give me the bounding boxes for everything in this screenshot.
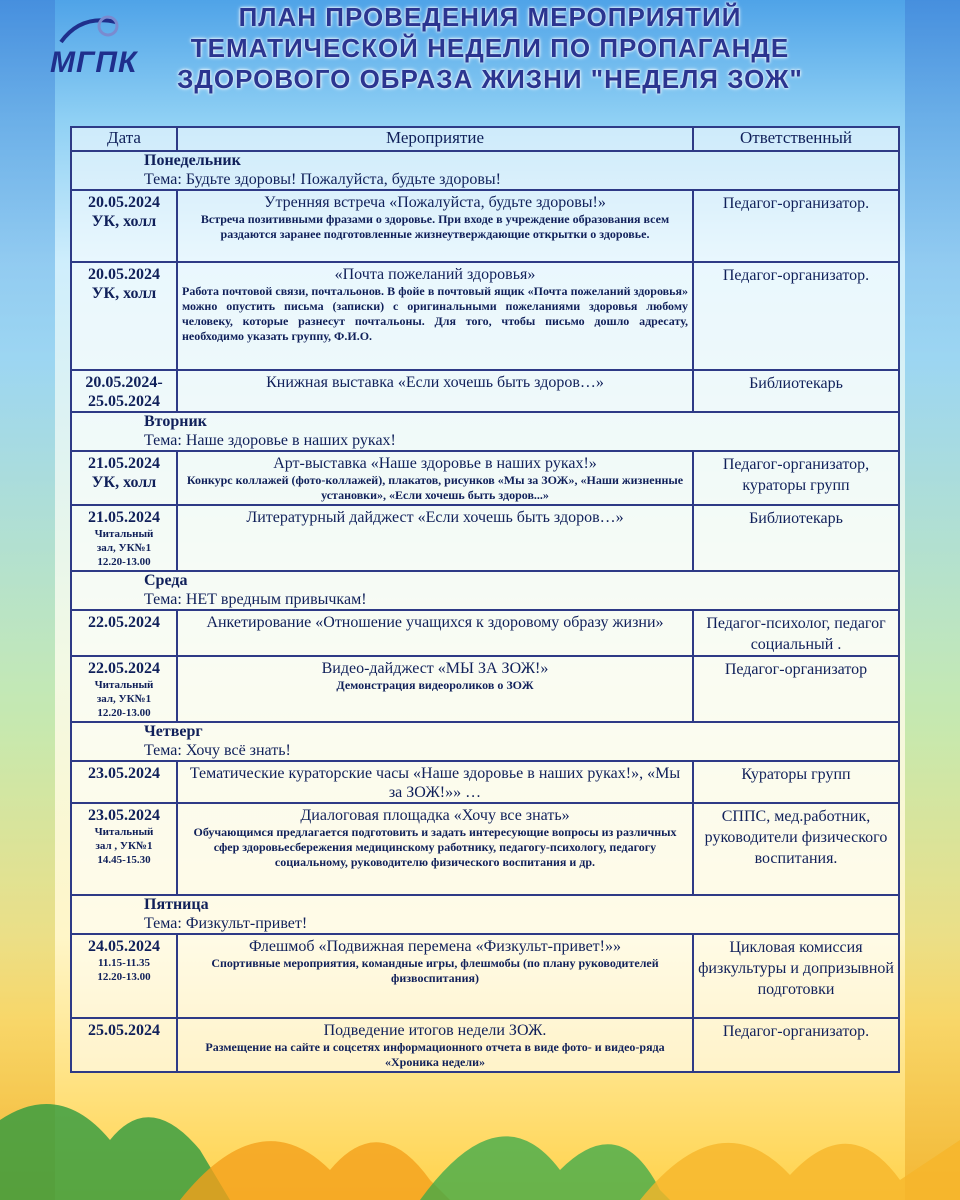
day-row <box>71 895 899 934</box>
page-title <box>165 2 815 95</box>
event-responsible: Педагог-организатор. <box>693 190 899 262</box>
event-date: 22.05.2024 <box>88 614 160 631</box>
event-title: Арт-выставка «Наше здоровье в наших руках!» <box>273 455 597 472</box>
event-title: Тематические кураторские часы «Наше здоровье в наших руках!», «Мы за ЗОЖ!»» … <box>189 765 681 801</box>
event-responsible: Педагог-организатор, кураторы групп <box>693 451 899 505</box>
day-theme: Тема: Физкульт-привет! <box>144 915 308 932</box>
event-place: УК, холл <box>91 285 157 302</box>
event-title: Флешмоб «Подвижная перемена «Физкульт-привет!»» <box>249 938 621 955</box>
event-date: 22.05.2024 <box>88 660 160 677</box>
event-description: Встреча позитивными фразами о здоровье. При входе в учреждение образования всем раздаются заранее подготовленные жизнеутверждающие открытки о здоровье. <box>200 212 670 241</box>
title-line: ЗДОРОВОГО ОБРАЗА ЖИЗНИ "НЕДЕЛЯ ЗОЖ" <box>177 64 803 94</box>
event-responsible: Педагог-организатор <box>693 656 899 722</box>
table-row <box>71 761 899 803</box>
event-place: 25.05.2024 <box>88 393 160 410</box>
event-title: Анкетирование «Отношение учащихся к здоровому образу жизни» <box>206 614 664 631</box>
event-date: 20.05.2024- <box>85 374 163 391</box>
table-row <box>71 505 899 571</box>
day-name: Пятница <box>144 896 209 913</box>
event-place: зал, УК№1 <box>96 542 152 554</box>
event-time: 12.20-13.00 <box>97 971 151 983</box>
event-date: 20.05.2024 <box>88 266 160 283</box>
event-responsible: Цикловая комиссия физкультуры и допризывной подготовки <box>693 934 899 1018</box>
event-title: «Почта пожеланий здоровья» <box>334 266 536 283</box>
event-date: 25.05.2024 <box>88 1022 160 1039</box>
event-responsible: Педагог-психолог, педагог социальный . <box>693 610 899 656</box>
table-row <box>71 262 899 370</box>
event-date: 20.05.2024 <box>88 194 160 211</box>
event-date: 24.05.2024 <box>88 938 160 955</box>
college-logo <box>50 20 160 80</box>
event-place: Читальный <box>94 679 154 691</box>
table-header-row <box>71 127 899 151</box>
table-row <box>71 803 899 895</box>
header-date: Дата <box>71 127 177 151</box>
header <box>0 0 960 110</box>
day-name: Понедельник <box>144 152 241 169</box>
event-description: Обучающимся предлагается подготовить и задать интересующие вопросы из различных сфер здоровьесбережения медицинскому работнику, педагогу-психологу, педагогу социальному, руководителю физического воспитания и др. <box>193 825 677 869</box>
event-place: Читальный <box>94 826 154 838</box>
event-date: 23.05.2024 <box>88 765 160 782</box>
day-theme: Тема: Наше здоровье в наших руках! <box>144 432 396 449</box>
side-decor-left <box>0 0 55 1200</box>
day-theme: Тема: НЕТ вредным привычкам! <box>144 591 367 608</box>
day-name: Среда <box>144 572 188 589</box>
event-description: Работа почтовой связи, почтальонов. В фойе в почтовый ящик «Почта пожеланий здоровья» можно опустить письма (записки) с оригинальными пожеланиями здоровья любому человеку, которые разнесут почтальоны. Для того, чтобы письмо дошло адресату, необходимо указать группу, Ф.И.О. <box>182 284 688 343</box>
table-row <box>71 610 899 656</box>
day-name: Вторник <box>144 413 207 430</box>
header-responsible: Ответственный <box>693 127 899 151</box>
table-row <box>71 934 899 1018</box>
event-time: 14.45-15.30 <box>97 854 151 866</box>
event-title: Подведение итогов недели ЗОЖ. <box>323 1022 547 1039</box>
event-title: Утренняя встреча «Пожалуйста, будьте здоровы!» <box>264 194 606 211</box>
day-row <box>71 412 899 451</box>
event-responsible: Кураторы групп <box>693 761 899 803</box>
event-title: Книжная выставка «Если хочешь быть здоров…» <box>266 374 604 391</box>
event-time: 12.20-13.00 <box>97 707 151 719</box>
event-date: 23.05.2024 <box>88 807 160 824</box>
event-title: Диалоговая площадка «Хочу все знать» <box>300 807 570 824</box>
event-place: Читальный <box>94 528 154 540</box>
event-description: Размещение на сайте и соцсетях информационного отчета в виде фото- и видео-ряда «Хроника недели» <box>205 1040 665 1069</box>
event-responsible: Библиотекарь <box>693 370 899 412</box>
day-row <box>71 151 899 190</box>
title-line: ПЛАН ПРОВЕДЕНИЯ МЕРОПРИЯТИЙ <box>238 2 742 32</box>
day-row <box>71 722 899 761</box>
title-line: ТЕМАТИЧЕСКОЙ НЕДЕЛИ ПО ПРОПАГАНДЕ <box>190 33 790 63</box>
table-row <box>71 190 899 262</box>
event-responsible: Педагог-организатор. <box>693 1018 899 1072</box>
event-description: Демонстрация видеороликов о ЗОЖ <box>336 678 534 692</box>
day-row <box>71 571 899 610</box>
event-place: зал , УК№1 <box>95 840 153 852</box>
event-place: УК, холл <box>91 474 157 491</box>
event-date: 21.05.2024 <box>88 509 160 526</box>
day-name: Четверг <box>144 723 203 740</box>
logo-text: МГПК <box>50 46 138 79</box>
event-title: Литературный дайджест «Если хочешь быть здоров…» <box>246 509 624 526</box>
table-row <box>71 1018 899 1072</box>
table-row <box>71 656 899 722</box>
event-place: зал, УК№1 <box>96 693 152 705</box>
events-table <box>70 126 900 1073</box>
table-row <box>71 451 899 505</box>
event-responsible: СППС, мед.работник, руководители физического воспитания. <box>693 803 899 895</box>
event-responsible: Педагог-организатор. <box>693 262 899 370</box>
event-time: 12.20-13.00 <box>97 556 151 568</box>
side-decor-right <box>905 0 960 1200</box>
day-theme: Тема: Хочу всё знать! <box>144 742 291 759</box>
event-responsible: Библиотекарь <box>693 505 899 571</box>
day-theme: Тема: Будьте здоровы! Пожалуйста, будьте здоровы! <box>144 171 501 188</box>
table-row <box>71 370 899 412</box>
bottom-decor-leaves <box>0 1080 960 1200</box>
event-place: УК, холл <box>91 213 157 230</box>
event-time: 11.15-11.35 <box>98 957 150 969</box>
event-date: 21.05.2024 <box>88 455 160 472</box>
event-description: Конкурс коллажей (фото-коллажей), плакатов, рисунков «Мы за ЗОЖ», «Наши жизненные установки», «Если хочешь быть здоров...» <box>186 473 684 502</box>
header-event: Мероприятие <box>177 127 693 151</box>
event-description: Спортивные мероприятия, командные игры, флешмобы (по плану руководителей физвоспитания) <box>211 956 659 985</box>
event-title: Видео-дайджест «МЫ ЗА ЗОЖ!» <box>321 660 549 677</box>
